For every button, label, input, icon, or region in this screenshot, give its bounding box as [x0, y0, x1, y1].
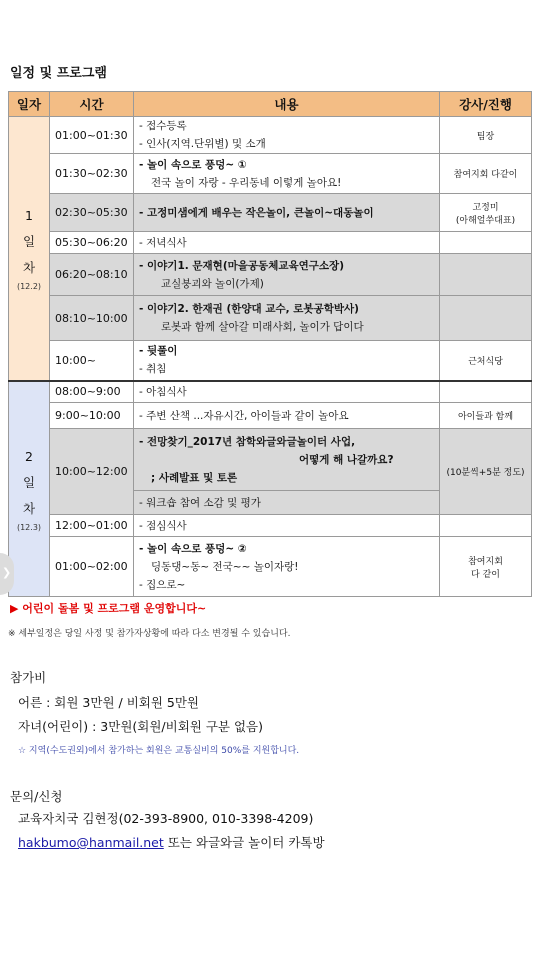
- content-cell: [134, 154, 440, 194]
- header-time: 시간: [50, 92, 134, 117]
- content-cell: [134, 403, 440, 429]
- day1-cha: 차: [22, 260, 36, 276]
- chevron-right-icon: ❯: [2, 566, 12, 579]
- time-cell: 08:10~10:00: [50, 296, 134, 341]
- table-row: [9, 515, 532, 537]
- day2-num: 2: [25, 448, 33, 464]
- time-cell: 08:00~9:00: [50, 381, 134, 403]
- content-line: - 이야기1. 문재현(마을공동체교육연구소장): [139, 259, 344, 272]
- table-row: [9, 154, 532, 194]
- content-line: 교실붕괴와 놀이(가제): [161, 277, 264, 290]
- day2-cell: [9, 381, 50, 597]
- table-row: [9, 194, 532, 232]
- instructor-cell: [440, 296, 532, 341]
- table-row: [9, 537, 532, 597]
- inquiry-contact: 교육자치국 김현정(02-393-8900, 010-3398-4209): [18, 811, 314, 826]
- content-line: 로봇과 함께 살아갈 미래사회, 놀이가 답이다: [161, 321, 364, 333]
- content-line: ; 사례발표 및 토론: [151, 471, 238, 484]
- content-line: - 접수등록: [139, 120, 187, 132]
- instructor-cell: [440, 232, 532, 254]
- instructor-line: 다 같이: [471, 569, 500, 580]
- table-row: [9, 232, 532, 254]
- content-line: - 고정미샘에게 배우는 작은놀이, 큰놀이~대동놀이: [139, 206, 374, 219]
- inquiry-email-line: [18, 833, 325, 851]
- header-date: 일자: [9, 92, 50, 117]
- instructor-title: (아해얼쑤대표): [455, 215, 516, 226]
- table-row: [9, 117, 532, 154]
- instructor-cell: 아이들과 함께: [440, 403, 532, 429]
- day2-cha: 차: [22, 500, 36, 516]
- time-cell: 12:00~01:00: [50, 515, 134, 537]
- instructor-cell: [440, 194, 532, 232]
- day2-date: (12.3): [16, 522, 42, 532]
- content-cell: [134, 232, 440, 254]
- schedule-note: ※ 세부일정은 당일 사정 및 참가자상황에 따라 다소 변경될 수 있습니다.: [8, 629, 291, 639]
- content-cell: [134, 117, 440, 154]
- email-link[interactable]: hakbumo@hanmail.net: [18, 835, 164, 850]
- content-cell: [134, 537, 440, 597]
- content-line: - 저녁식사: [139, 236, 187, 249]
- time-cell: 01:00~02:00: [50, 537, 134, 597]
- time-cell: 9:00~10:00: [50, 403, 134, 429]
- content-line: - 놀이 속으로 풍덩~ ①: [139, 158, 247, 171]
- content-line: 어떻게 해 나갈까요?: [299, 453, 394, 466]
- time-cell: 01:00~01:30: [50, 117, 134, 154]
- instructor-cell: [440, 254, 532, 296]
- day1-date: (12.2): [16, 282, 42, 292]
- fee-title: 참가비: [10, 670, 47, 685]
- fee-adult: 어른 : 회원 3만원 / 비회원 5만원: [18, 695, 199, 710]
- care-notice: ▶ 어린이 돌봄 및 프로그램 운영합니다~: [10, 602, 207, 615]
- instructor-cell: [440, 381, 532, 403]
- time-cell: 05:30~06:20: [50, 232, 134, 254]
- content-line: - 주변 산책 ...자유시간, 아이들과 같이 놀아요: [139, 409, 349, 422]
- table-row: [9, 254, 532, 296]
- day1-il: 일: [22, 234, 36, 250]
- table-row: [9, 381, 532, 403]
- content-cell: [134, 341, 440, 381]
- content-line: - 놀이 속으로 풍덩~ ②: [139, 542, 247, 555]
- section-title: 일정 및 프로그램: [10, 66, 107, 81]
- content-cell: [134, 381, 440, 403]
- inquiry-title: 문의/신청: [10, 789, 63, 804]
- header-content: 내용: [134, 92, 440, 117]
- instructor-line: 참여지회: [468, 556, 503, 567]
- content-line: - 집으로~: [139, 578, 186, 591]
- instructor-cell: (10분씩+5분 정도): [440, 429, 532, 515]
- table-row: [9, 403, 532, 429]
- content-line: 전국 놀이 자랑 - 우리동네 이렇게 놀아요!: [151, 176, 342, 189]
- header-instructor: 강사/진행: [440, 92, 532, 117]
- content-cell: [134, 194, 440, 232]
- content-line: - 인사(지역.단위별) 및 소개: [139, 138, 266, 150]
- content-line: - 이야기2. 한재권 (한양대 교수, 로봇공학박사): [139, 303, 359, 315]
- content-line: - 아침식사: [139, 385, 187, 398]
- content-cell: [134, 254, 440, 296]
- time-cell: 02:30~05:30: [50, 194, 134, 232]
- content-cell: [134, 429, 440, 491]
- email-suffix: 또는 와글와글 놀이터 카톡방: [163, 835, 325, 850]
- content-cell: [134, 296, 440, 341]
- instructor-cell: 참여지회 다같이: [440, 154, 532, 194]
- time-cell: 01:30~02:30: [50, 154, 134, 194]
- content-line: - 전망찾기_2017년 참학와글와글놀이터 사업,: [139, 435, 356, 448]
- fee-support-note: ☆ 지역(수도권외)에서 참가하는 회원은 교통실비의 50%를 지원합니다.: [18, 746, 300, 756]
- day1-num: 1: [25, 208, 33, 224]
- instructor-cell: [440, 515, 532, 537]
- schedule-table: [8, 91, 532, 597]
- content-line: - 워크숍 참여 소감 및 평가: [139, 496, 261, 509]
- day1-cell: [9, 117, 50, 381]
- instructor-cell: [440, 537, 532, 597]
- content-cell: [134, 491, 440, 515]
- time-cell: 10:00~12:00: [50, 429, 134, 515]
- time-cell: 06:20~08:10: [50, 254, 134, 296]
- instructor-cell: 팀장: [440, 117, 532, 154]
- content-cell: [134, 515, 440, 537]
- day2-il: 일: [22, 474, 36, 490]
- content-line: 딩동댕~동~ 전국~~ 놀이자랑!: [151, 560, 299, 573]
- content-line: - 점심식사: [139, 519, 187, 532]
- content-line: - 취침: [139, 363, 167, 376]
- table-row: [9, 429, 532, 491]
- instructor-cell: 근처식당: [440, 341, 532, 381]
- fee-child: 자녀(어린이) : 3만원(회원/비회원 구분 없음): [18, 719, 263, 734]
- table-row: [9, 296, 532, 341]
- table-row: [9, 341, 532, 381]
- time-cell: 10:00~: [50, 341, 134, 381]
- instructor-name: 고정미: [472, 202, 499, 213]
- table-header-row: [9, 92, 532, 117]
- content-line: - 뒷풀이: [139, 345, 178, 358]
